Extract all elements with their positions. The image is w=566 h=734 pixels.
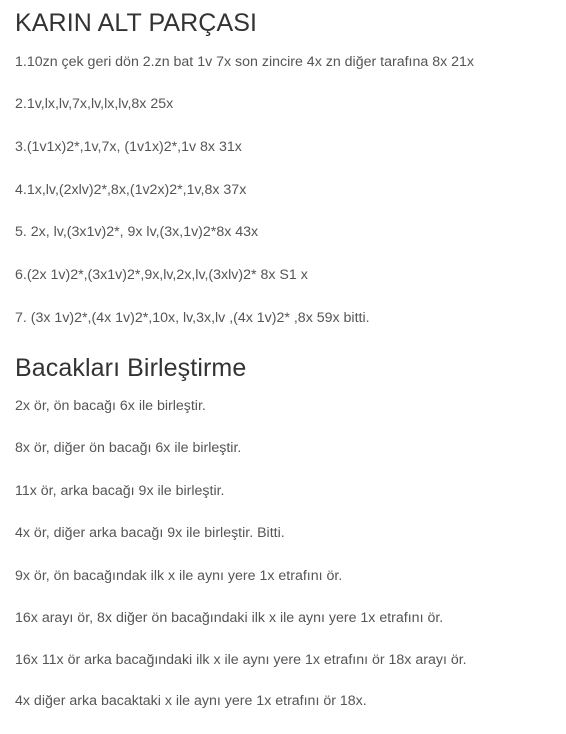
instruction-line: 4x diğer arka bacaktaki x ile aynı yere 1x etrafını ör 18x. — [15, 693, 367, 709]
instruction-line: 8x ör, diğer ön bacağı 6x ile birleştir. — [15, 440, 242, 456]
instruction-line: 7. (3x 1v)2*,(4x 1v)2*,10x, lv,3x,lv ,(4x 1v)2* ,8x 59x bitti. — [15, 310, 370, 326]
instruction-line: 5. 2x, lv,(3x1v)2*, 9x lv,(3x,1v)2*8x 43x — [15, 224, 259, 240]
instruction-line: 2x ör, ön bacağı 6x ile birleştir. — [15, 398, 206, 414]
instruction-line: 4.1x,lv,(2xlv)2*,8x,(1v2x)2*,1v,8x 37x — [15, 182, 247, 198]
instruction-line: 2.1v,lx,lv,7x,lv,lx,lv,8x 25x — [15, 96, 174, 112]
instruction-line: 11x ör, arka bacağı 9x ile birleştir. — [15, 483, 225, 499]
section-title-karin-alt-parcasi: KARIN ALT PARÇASI — [15, 9, 258, 37]
instruction-line: 4x ör, diğer arka bacağı 9x ile birleştir. Bitti. — [15, 525, 285, 541]
instruction-line: 3.(1v1x)2*,1v,7x, (1v1x)2*,1v 8x 31x — [15, 139, 242, 155]
instruction-line: 16x arayı ör, 8x diğer ön bacağındaki ilk x ile aynı yere 1x etrafını ör. — [15, 610, 444, 626]
instruction-line: 9x ör, ön bacağındak ilk x ile aynı yere 1x etrafını ör. — [15, 568, 343, 584]
instruction-line: 16x 11x ör arka bacağındaki ilk x ile aynı yere 1x etrafını ör 18x arayı ör. — [15, 652, 467, 668]
instruction-line: 6.(2x 1v)2*,(3x1v)2*,9x,lv,2x,lv,(3xlv)2* 8x S1 x — [15, 267, 308, 283]
section-title-bacaklari-birlestirme: Bacakları Birleştirme — [15, 354, 247, 382]
instruction-line: 1.10zn çek geri dön 2.zn bat 1v 7x son zincire 4x zn diğer tarafına 8x 21x — [15, 54, 474, 70]
